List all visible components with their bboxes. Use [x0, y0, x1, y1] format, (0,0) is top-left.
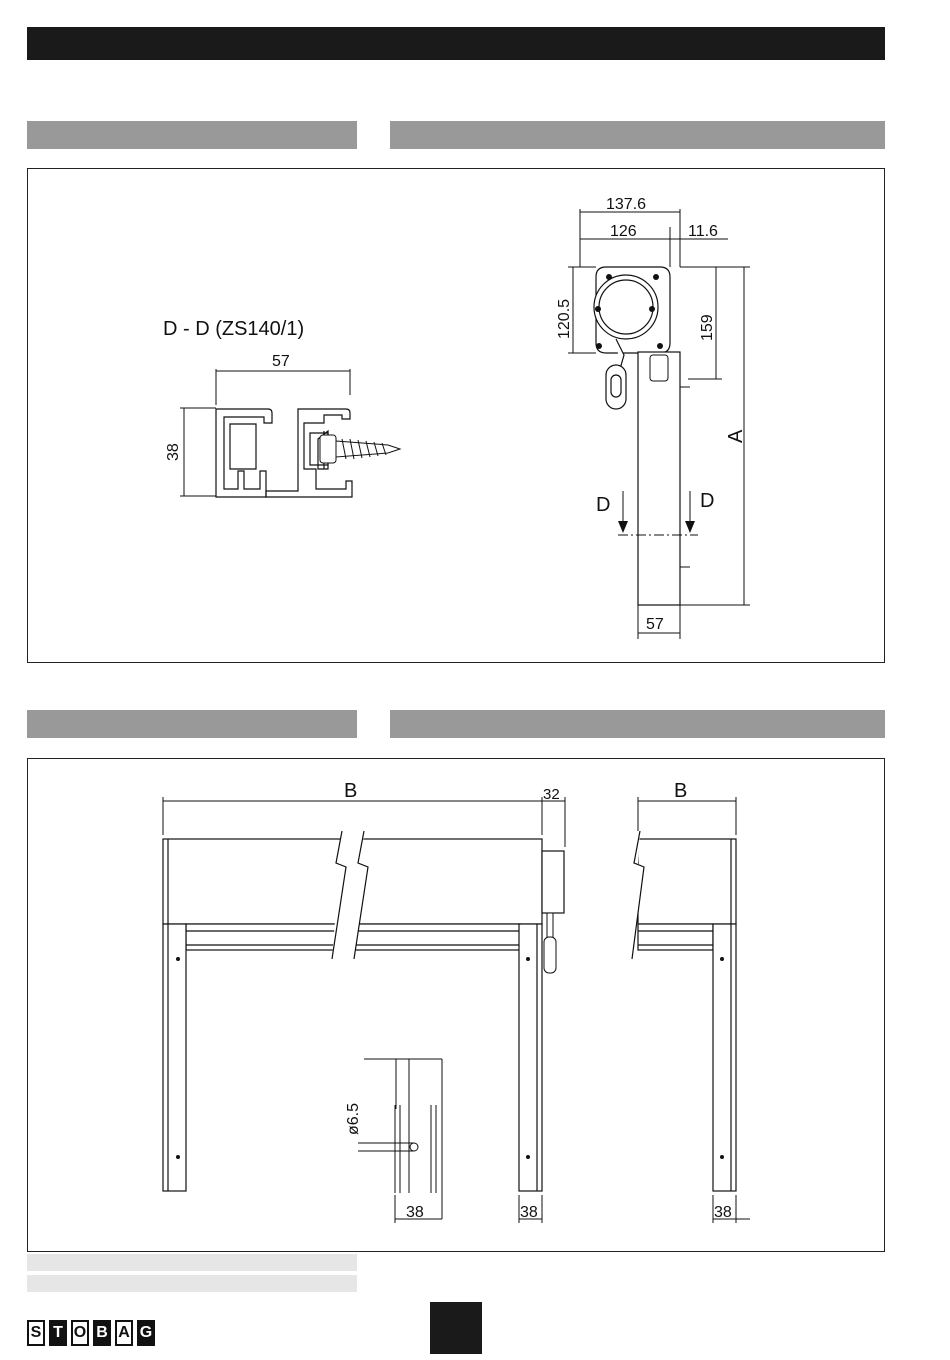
profile-height-dimension [180, 408, 216, 496]
bottom-drawing-panel [27, 758, 885, 1252]
post-width-left-label: 38 [520, 1204, 538, 1221]
profile-width-label: 57 [272, 353, 290, 370]
cassette-height-label: 120.5 [556, 298, 573, 339]
crank-height-label: 159 [699, 314, 716, 341]
top-drawing-panel [27, 168, 885, 663]
post-length-label: A [725, 429, 747, 443]
front-view-drawing [28, 759, 886, 1253]
drive-offset-label: 32 [543, 786, 560, 803]
profile-height-label: 38 [165, 443, 182, 461]
screw-icon [320, 435, 400, 463]
width-label-right: B [674, 780, 688, 802]
footer-bar-1 [27, 1254, 357, 1271]
section-header-top-left [27, 121, 357, 149]
width-label: B [344, 780, 358, 802]
cassette-depth-label: 126 [610, 223, 637, 240]
post-width-label: 57 [646, 616, 664, 633]
section-header-bottom-right [390, 710, 885, 738]
section-header-bottom-left [27, 710, 357, 738]
post-front-left [163, 924, 542, 1191]
stobag-logo [27, 1320, 159, 1346]
top-title-bar [27, 27, 885, 60]
post-width-right-label: 38 [714, 1204, 732, 1221]
section-header-top-right [390, 121, 885, 149]
detail-width-label: 38 [406, 1204, 424, 1221]
front-cassette-right [638, 839, 736, 1191]
logo-letter: G [137, 1320, 155, 1346]
footer-bar-2 [27, 1275, 357, 1292]
hole-diameter-label: ø6.5 [345, 1102, 362, 1135]
logo-letter: A [115, 1320, 133, 1346]
side-view-drawing [28, 169, 886, 664]
profile-width-dimension [216, 369, 350, 405]
cut-label-right: D [700, 490, 715, 512]
logo-letter: O [71, 1320, 89, 1346]
overall-depth-label: 137.6 [606, 196, 647, 213]
logo-letter: S [27, 1320, 45, 1346]
page-number-box [430, 1302, 482, 1354]
cassette-side-view [594, 267, 670, 353]
crank-handle-front-icon [544, 913, 556, 973]
section-label: D - D (ZS140/1) [163, 318, 305, 340]
logo-letter: B [93, 1320, 111, 1346]
cut-label-left: D [596, 494, 611, 516]
post-side-view [638, 352, 680, 605]
logo-letter: T [49, 1320, 67, 1346]
hole-detail-drawing [358, 1059, 750, 1223]
width-dimension-right [638, 797, 736, 835]
offset-label: 11.6 [688, 223, 718, 240]
